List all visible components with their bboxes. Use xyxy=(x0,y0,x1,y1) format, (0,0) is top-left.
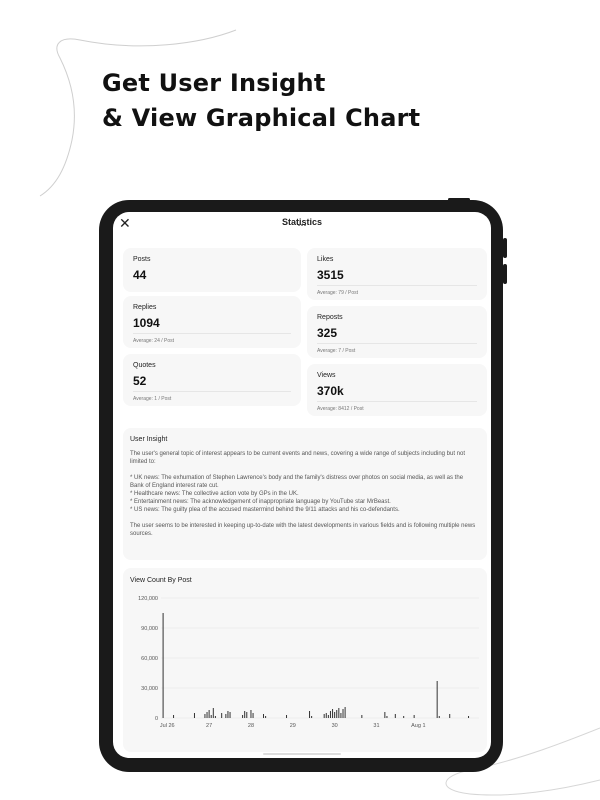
chart-bar[interactable] xyxy=(384,712,385,718)
y-tick-label: 30,000 xyxy=(141,686,158,692)
chart-bar[interactable] xyxy=(173,715,174,718)
x-tick-label: 31 xyxy=(373,723,380,729)
stat-average: Average: 7 / Post xyxy=(317,348,356,354)
stat-average: Average: 1 / Post xyxy=(133,396,172,402)
chart-bar[interactable] xyxy=(194,713,195,718)
chart-bar[interactable] xyxy=(211,715,212,718)
page-title: Statistics xyxy=(281,217,323,227)
view-count-chart xyxy=(123,588,487,752)
x-tick-label: 29 xyxy=(289,723,296,729)
stat-card-quotes xyxy=(123,354,301,406)
stat-average: Average: 24 / Post xyxy=(133,338,175,344)
y-tick-label: 60,000 xyxy=(141,656,158,662)
chart-bar[interactable] xyxy=(230,712,231,718)
app-screen xyxy=(113,212,491,758)
home-indicator xyxy=(263,753,341,755)
stat-label: Quotes xyxy=(133,362,156,369)
chart-bar[interactable] xyxy=(414,715,415,718)
stat-card-reposts xyxy=(307,306,487,358)
stat-card-posts xyxy=(123,248,301,292)
headline xyxy=(102,66,420,136)
tablet-side-button xyxy=(503,264,507,284)
divider xyxy=(317,401,477,402)
chart-bar[interactable] xyxy=(439,716,440,718)
stat-value: 370k xyxy=(317,384,344,398)
y-tick-label: 0 xyxy=(154,716,158,722)
chart-bar[interactable] xyxy=(204,714,205,718)
chart-bar[interactable] xyxy=(340,713,341,718)
chart-bar[interactable] xyxy=(326,713,327,718)
chart-bar[interactable] xyxy=(332,709,333,718)
chart-bar[interactable] xyxy=(449,714,450,718)
chart-bar[interactable] xyxy=(263,714,264,718)
stat-value: 3515 xyxy=(317,268,344,282)
stat-value: 52 xyxy=(133,374,147,388)
stat-value: 44 xyxy=(133,268,147,282)
chart-bar[interactable] xyxy=(207,712,208,718)
y-tick-label: 90,000 xyxy=(141,626,158,632)
chart-bar[interactable] xyxy=(468,716,469,718)
divider xyxy=(133,333,291,334)
chart-bar[interactable] xyxy=(242,715,243,718)
y-tick-label: 120,000 xyxy=(138,596,158,602)
user-insight-card xyxy=(123,428,487,560)
chart-bar[interactable] xyxy=(437,681,438,718)
headline-line-1: Get User Insight xyxy=(102,69,326,97)
divider xyxy=(317,343,477,344)
chart-bar[interactable] xyxy=(361,715,362,718)
chart-bar[interactable] xyxy=(334,712,335,718)
chart-bar[interactable] xyxy=(225,714,226,718)
chart-bar[interactable] xyxy=(250,710,251,718)
stat-label: Likes xyxy=(317,256,334,263)
user-insight-title: User Insight xyxy=(130,436,168,443)
stat-average: Average: 8412 / Post xyxy=(317,406,364,412)
headline-line-2: & View Graphical Chart xyxy=(102,104,421,132)
chart-bar[interactable] xyxy=(253,713,254,718)
chart-bar[interactable] xyxy=(213,708,214,718)
view-count-chart-card xyxy=(123,568,487,752)
chart-bar[interactable] xyxy=(227,711,228,718)
chart-bar[interactable] xyxy=(345,707,346,718)
x-tick-label: Jul 26 xyxy=(159,723,175,729)
chart-bar[interactable] xyxy=(163,613,164,718)
stat-label: Posts xyxy=(133,256,151,263)
stat-value: 1094 xyxy=(133,316,160,330)
x-tick-label: 28 xyxy=(247,723,255,729)
chart-bar[interactable] xyxy=(209,710,210,718)
divider xyxy=(133,391,291,392)
chart-bar[interactable] xyxy=(324,714,325,718)
chart-bar[interactable] xyxy=(336,710,337,718)
chart-bar[interactable] xyxy=(244,711,245,718)
chart-bar[interactable] xyxy=(215,716,216,718)
chart-bar[interactable] xyxy=(286,715,287,718)
chart-bar[interactable] xyxy=(311,716,312,718)
x-tick-label: 30 xyxy=(331,723,338,729)
stat-label: Views xyxy=(317,372,336,379)
chart-bar[interactable] xyxy=(338,708,339,718)
x-tick-label: Aug 1 xyxy=(411,723,426,729)
stat-card-likes xyxy=(307,248,487,300)
chart-bar[interactable] xyxy=(328,715,329,718)
tablet-top-button xyxy=(448,198,470,201)
chart-bar[interactable] xyxy=(343,709,344,718)
chart-bar[interactable] xyxy=(330,711,331,718)
tablet-side-button xyxy=(503,238,507,258)
chart-bar[interactable] xyxy=(309,711,310,718)
chart-bar[interactable] xyxy=(221,713,222,718)
top-bar xyxy=(113,212,491,236)
stat-label: Reposts xyxy=(317,314,343,321)
stat-value: 325 xyxy=(317,326,338,340)
chart-bar[interactable] xyxy=(246,712,247,718)
chart-bar[interactable] xyxy=(403,716,404,718)
divider xyxy=(317,285,477,286)
stat-label: Replies xyxy=(133,304,157,311)
chart-title: View Count By Post xyxy=(130,577,192,584)
user-insight-text: The user's general topic of interest appears to be current events and news, covering a wide range of subjects including but not limited to: * UK news: The exhumation of Stephen Lawrence's body and the family's distress over photos on social media, as well as the Bank of England interest rate cut. * Healthcare news: The collective action vote by GPs in the UK. * Entertainment news: The acknowledgement of inappropriate language by YouTube star MrBeast. * US news: The guilty plea of the accused mastermind behind the 9/11 attacks and his co-defendants. The user seems to be interested in keeping up-to-date with the latest developments in various fields and is following multiple news sources. xyxy=(130,451,476,537)
chart-bar[interactable] xyxy=(395,714,396,718)
stat-average: Average: 79 / Post xyxy=(317,290,359,296)
chart-bar[interactable] xyxy=(386,716,387,718)
stat-card-views xyxy=(307,364,487,416)
more-dots-icon xyxy=(298,213,308,216)
chart-bar[interactable] xyxy=(265,716,266,718)
x-tick-label: 27 xyxy=(206,723,213,729)
close-icon[interactable]: ✕ xyxy=(119,215,131,231)
stat-card-replies xyxy=(123,296,301,348)
